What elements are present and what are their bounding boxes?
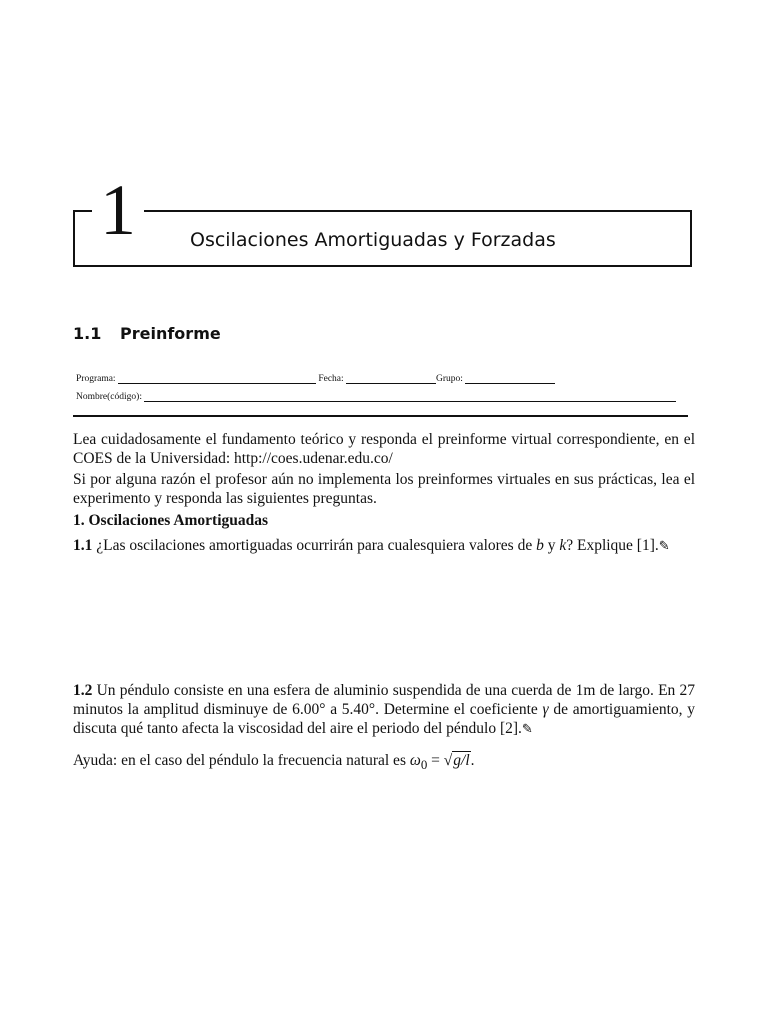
nombre-label: Nombre(código): (76, 392, 142, 402)
fecha-field[interactable] (346, 374, 436, 384)
section-number: 1.1 (73, 324, 102, 343)
question-text: ¿Las oscilaciones amortiguadas ocurrirán para cualesquiera valores de (96, 537, 537, 554)
nombre-field[interactable] (144, 392, 676, 402)
question-1-2-help: Ayuda: en el caso del péndulo la frecuencia natural es $\omega_0 = √g/l$. (73, 752, 475, 773)
subsection-heading: 1. Oscilaciones Amortiguadas (73, 512, 269, 529)
form-row-2 (76, 392, 676, 402)
grupo-label: Grupo: (436, 374, 463, 384)
pencil-icon: ✎ (521, 721, 533, 736)
chapter-number: 1 (92, 170, 144, 250)
intro-paragraph-2: Si por alguna razón el profesor aún no implementa los preinformes virtuales en sus prácticas, lea el experimento y responda las siguientes preguntas. (73, 471, 695, 507)
math-sqrt: g/l (453, 752, 470, 769)
math-omega: ω (409, 752, 421, 769)
section-heading (73, 324, 221, 343)
intro-paragraph-1: Lea cuidadosamente el fundamento teórico y responda el preinforme virtual correspondiente, en el COES de la Universidad: http://coes.udenar.edu.co/ (73, 431, 695, 467)
form-row-1 (76, 374, 555, 384)
math-subscript: 0 (420, 757, 428, 773)
question-1-2 (73, 681, 695, 738)
help-text: Ayuda: en el caso del péndulo la frecuencia natural es (73, 752, 410, 769)
section-title: Preinforme (120, 324, 221, 343)
help-end: . (470, 752, 475, 769)
question-number: 1.1 (73, 537, 93, 554)
question-1-1 (73, 536, 695, 555)
grupo-field[interactable] (465, 374, 555, 384)
question-text: de amortiguamiento, y discuta qué tanto afecta la viscosidad del aire el periodo del péndulo [2]. (73, 701, 695, 737)
fecha-label: Fecha: (318, 374, 344, 384)
programa-label: Programa: (76, 374, 116, 384)
question-text: Un péndulo consiste en una esfera de aluminio suspendida de una cuerda de 1m de largo. En 27 minutos la amplitud disminuye de 6.00° a 5.40°. Determine el coeficiente (73, 682, 695, 718)
question-text: y (543, 537, 560, 554)
chapter-title: Oscilaciones Amortiguadas y Forzadas (190, 229, 556, 251)
divider (73, 415, 688, 417)
math-equals: = (427, 752, 444, 769)
question-text: ? Explique [1]. (566, 537, 659, 554)
math-k: k (559, 537, 567, 554)
math-b: b (536, 537, 544, 554)
programa-field[interactable] (118, 374, 316, 384)
pencil-icon: ✎ (658, 538, 670, 553)
math-gamma: γ (542, 701, 549, 718)
question-number: 1.2 (73, 682, 93, 699)
